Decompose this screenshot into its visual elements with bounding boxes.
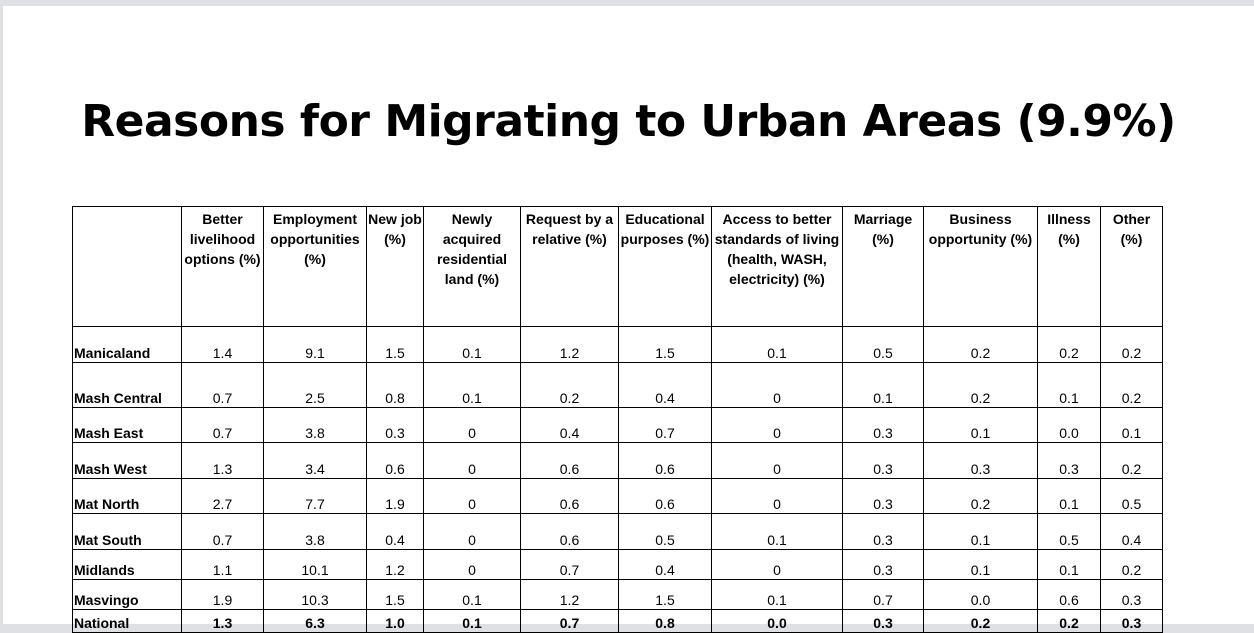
table-cell: 0.2 xyxy=(924,327,1038,363)
table-cell: 0.5 xyxy=(1101,479,1163,514)
column-header: Access to better standards of living (health, WASH, electricity) (%) xyxy=(712,207,843,327)
table-cell: 1.3 xyxy=(182,443,264,479)
table-cell: 0.4 xyxy=(619,550,712,580)
table-cell: 1.9 xyxy=(367,479,424,514)
table-cell: 0.1 xyxy=(924,514,1038,550)
table-row xyxy=(73,580,1163,610)
column-header: Marriage (%) xyxy=(843,207,924,327)
table-cell: 0.2 xyxy=(1038,610,1101,633)
table-row xyxy=(73,327,1163,363)
table-cell: 0.2 xyxy=(1101,443,1163,479)
table-cell: 0.5 xyxy=(843,327,924,363)
table-cell: 0.8 xyxy=(619,610,712,633)
table-cell: 0.5 xyxy=(619,514,712,550)
table-row xyxy=(73,363,1163,408)
table-cell: 0.1 xyxy=(424,610,521,633)
table-cell: 1.5 xyxy=(619,580,712,610)
table-cell: 0 xyxy=(424,479,521,514)
table-cell: 0.1 xyxy=(424,327,521,363)
table-cell: 1.4 xyxy=(182,327,264,363)
table-cell: 0.2 xyxy=(1038,327,1101,363)
column-header: Illness (%) xyxy=(1038,207,1101,327)
table-cell: 0.1 xyxy=(712,327,843,363)
migration-reasons-table xyxy=(72,206,1163,633)
table-cell: 0 xyxy=(712,550,843,580)
table-cell: 0.1 xyxy=(1038,363,1101,408)
table-cell: 0.0 xyxy=(924,580,1038,610)
table-cell: 0.2 xyxy=(1101,327,1163,363)
table-cell: 0 xyxy=(712,443,843,479)
header-corner-cell xyxy=(73,207,182,327)
table-cell: 0.7 xyxy=(843,580,924,610)
region-name: Manicaland xyxy=(73,327,182,363)
slide xyxy=(3,6,1254,631)
region-name: Mash West xyxy=(73,443,182,479)
region-name: Mat South xyxy=(73,514,182,550)
table-cell: 0.3 xyxy=(1038,443,1101,479)
table-cell: 0.4 xyxy=(619,363,712,408)
table-cell: 0.3 xyxy=(843,610,924,633)
table-cell: 10.1 xyxy=(264,550,367,580)
table-cell: 0.2 xyxy=(521,363,619,408)
column-header: Employment opportunities (%) xyxy=(264,207,367,327)
table-cell: 0.3 xyxy=(843,479,924,514)
table-cell: 0.8 xyxy=(367,363,424,408)
table-cell: 2.5 xyxy=(264,363,367,408)
table-cell: 0.2 xyxy=(924,363,1038,408)
column-header: Better livelihood options (%) xyxy=(182,207,264,327)
region-name: Mash East xyxy=(73,408,182,443)
table-row xyxy=(73,479,1163,514)
table-cell: 1.1 xyxy=(182,550,264,580)
table-cell: 1.5 xyxy=(619,327,712,363)
table-cell: 0.4 xyxy=(1101,514,1163,550)
column-header: Other (%) xyxy=(1101,207,1163,327)
column-header: Educational purposes (%) xyxy=(619,207,712,327)
table-row xyxy=(73,550,1163,580)
table-cell: 3.8 xyxy=(264,408,367,443)
table-row xyxy=(73,408,1163,443)
table-cell: 0.6 xyxy=(521,514,619,550)
table-row xyxy=(73,514,1163,550)
table-cell: 0.2 xyxy=(1101,550,1163,580)
table-cell: 0.6 xyxy=(521,443,619,479)
table-cell: 0.3 xyxy=(367,408,424,443)
table-cell: 1.5 xyxy=(367,580,424,610)
table-cell: 0 xyxy=(712,479,843,514)
table-cell: 0.6 xyxy=(367,443,424,479)
table-cell: 2.7 xyxy=(182,479,264,514)
table-cell: 0.1 xyxy=(1038,550,1101,580)
table-cell: 0.3 xyxy=(924,443,1038,479)
table-cell: 0.1 xyxy=(1101,408,1163,443)
table-cell: 0.1 xyxy=(712,514,843,550)
region-name: Mash Central xyxy=(73,363,182,408)
page-title: Reasons for Migrating to Urban Areas (9.9%) xyxy=(81,96,1176,147)
table-cell: 0.3 xyxy=(843,514,924,550)
table-cell: 0 xyxy=(424,408,521,443)
table-cell: 1.3 xyxy=(182,610,264,633)
table-cell: 0 xyxy=(424,550,521,580)
table-cell: 0.7 xyxy=(182,408,264,443)
table-cell: 1.5 xyxy=(367,327,424,363)
table-cell: 0.3 xyxy=(1101,580,1163,610)
column-header: Business opportunity (%) xyxy=(924,207,1038,327)
table-cell: 0.1 xyxy=(712,580,843,610)
table-cell: 0.6 xyxy=(619,443,712,479)
table-header-row xyxy=(73,207,1163,327)
table-cell: 1.2 xyxy=(521,580,619,610)
table-cell: 3.4 xyxy=(264,443,367,479)
table-cell: 0.1 xyxy=(924,550,1038,580)
column-header: Newly acquired residential land (%) xyxy=(424,207,521,327)
table-cell: 0.1 xyxy=(424,580,521,610)
table-cell: 3.8 xyxy=(264,514,367,550)
table-cell: 0.3 xyxy=(843,443,924,479)
table-cell: 0.4 xyxy=(367,514,424,550)
table-cell: 1.2 xyxy=(367,550,424,580)
table-cell: 0.2 xyxy=(924,610,1038,633)
region-name: Masvingo xyxy=(73,580,182,610)
table-cell: 1.0 xyxy=(367,610,424,633)
table-cell: 0.6 xyxy=(521,479,619,514)
table-cell: 0.1 xyxy=(843,363,924,408)
table-cell: 0.7 xyxy=(619,408,712,443)
table-cell: 0 xyxy=(712,363,843,408)
column-header: New job (%) xyxy=(367,207,424,327)
table-cell: 0.7 xyxy=(182,514,264,550)
table-cell: 0.2 xyxy=(924,479,1038,514)
table-cell: 6.3 xyxy=(264,610,367,633)
region-name: National xyxy=(73,610,182,633)
table-cell: 1.9 xyxy=(182,580,264,610)
table-cell: 1.2 xyxy=(521,327,619,363)
table-cell: 7.7 xyxy=(264,479,367,514)
table-row xyxy=(73,443,1163,479)
table-cell: 0.1 xyxy=(1038,479,1101,514)
table-cell: 0.6 xyxy=(1038,580,1101,610)
table-cell: 0.4 xyxy=(521,408,619,443)
region-name: Mat North xyxy=(73,479,182,514)
table-cell: 0.7 xyxy=(521,550,619,580)
table-cell: 0.0 xyxy=(1038,408,1101,443)
table-cell: 0.7 xyxy=(521,610,619,633)
table-row xyxy=(73,610,1163,633)
column-header: Request by a relative (%) xyxy=(521,207,619,327)
table-cell: 0.1 xyxy=(924,408,1038,443)
table-cell: 0.2 xyxy=(1101,363,1163,408)
table-cell: 0.1 xyxy=(424,363,521,408)
table-cell: 0.3 xyxy=(843,408,924,443)
table-cell: 0.5 xyxy=(1038,514,1101,550)
table-cell: 0 xyxy=(712,408,843,443)
table-cell: 9.1 xyxy=(264,327,367,363)
table-cell: 0.0 xyxy=(712,610,843,633)
table-cell: 0.7 xyxy=(182,363,264,408)
table-cell: 0 xyxy=(424,443,521,479)
region-name: Midlands xyxy=(73,550,182,580)
table-cell: 0.6 xyxy=(619,479,712,514)
table-cell: 0 xyxy=(424,514,521,550)
table-cell: 0.3 xyxy=(1101,610,1163,633)
table-cell: 0.3 xyxy=(843,550,924,580)
table-cell: 10.3 xyxy=(264,580,367,610)
